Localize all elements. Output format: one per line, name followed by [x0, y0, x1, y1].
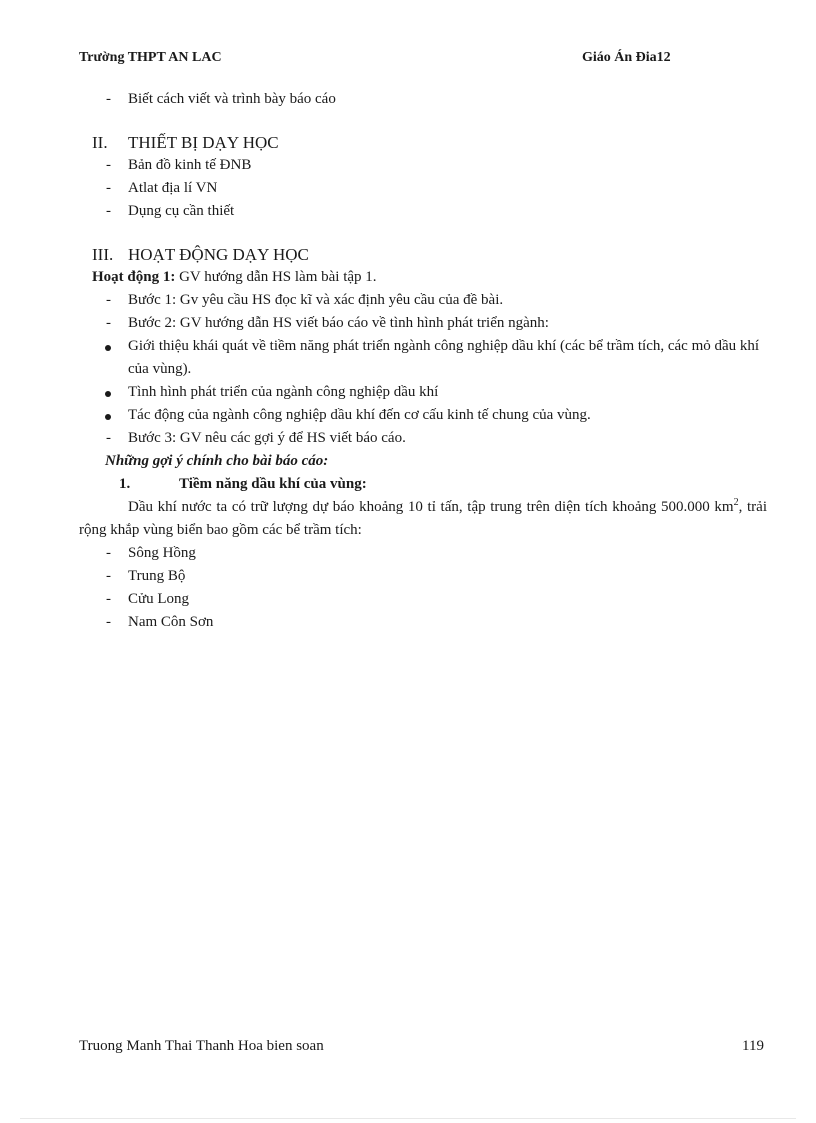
bullet-item: Tình hình phát triển của ngành công nghiệp dầu khí [79, 381, 767, 404]
section-heading-activities: III. HOẠT ĐỘNG DẠY HỌC [92, 245, 309, 264]
bullet-icon [105, 391, 111, 397]
list-item: - Cửu Long [106, 591, 190, 607]
list-item: - Biết cách viết và trình bày báo cáo [106, 91, 336, 107]
list-item: - Nam Côn Sơn [106, 614, 214, 630]
bullet-item: Giới thiệu khái quát về tiềm năng phát triển ngành công nghiệp dầu khí (các bể trầm tích, các mỏ dầu khí của vùng). [79, 335, 767, 381]
section-heading-equipment: II. THIẾT BỊ DẠY HỌC [92, 133, 279, 152]
page-number: 119 [742, 1038, 764, 1054]
list-item: - Bản đồ kinh tế ĐNB [106, 157, 252, 173]
list-item: - Bước 2: GV hướng dẫn HS viết báo cáo về tình hình phát triển ngành: [106, 315, 549, 331]
activity-line: Hoạt động 1: GV hướng dẫn HS làm bài tập 1. [92, 269, 377, 285]
list-item: - Trung Bộ [106, 568, 186, 584]
hint-title: Những gợi ý chính cho bài báo cáo: [105, 453, 329, 469]
paragraph-oil-reserves: Dầu khí nước ta có trữ lượng dự báo khoảng 10 tỉ tấn, tập trung trên diện tích khoảng 500.000 $km^2$, trải rộng khắp vùng biển bao gồm các bể trầm tích: [79, 497, 767, 538]
bullet-item: Tác động của ngành công nghiệp dầu khí đến cơ cấu kinh tế chung của vùng. [79, 404, 767, 427]
bullet-icon [105, 414, 111, 420]
point-heading: 1. Tiềm năng dầu khí của vùng: [119, 476, 367, 492]
bullet-icon [105, 345, 111, 351]
document-body [79, 88, 767, 634]
page-divider [20, 1118, 796, 1119]
list-item: - Sông Hồng [106, 545, 196, 561]
header-school: Trường THPT AN LAC [79, 50, 222, 65]
list-item: - Atlat địa lí VN [106, 180, 218, 196]
list-item: - Bước 3: GV nêu các gợi ý để HS viết báo cáo. [106, 430, 406, 446]
list-item: - Bước 1: Gv yêu cầu HS đọc kĩ và xác định yêu cầu của đề bài. [106, 292, 504, 308]
footer-author: Truong Manh Thai Thanh Hoa bien soan [79, 1038, 324, 1054]
list-item: - Dụng cụ cần thiết [106, 203, 235, 219]
header-subject: Giáo Án Đia12 [582, 50, 671, 65]
